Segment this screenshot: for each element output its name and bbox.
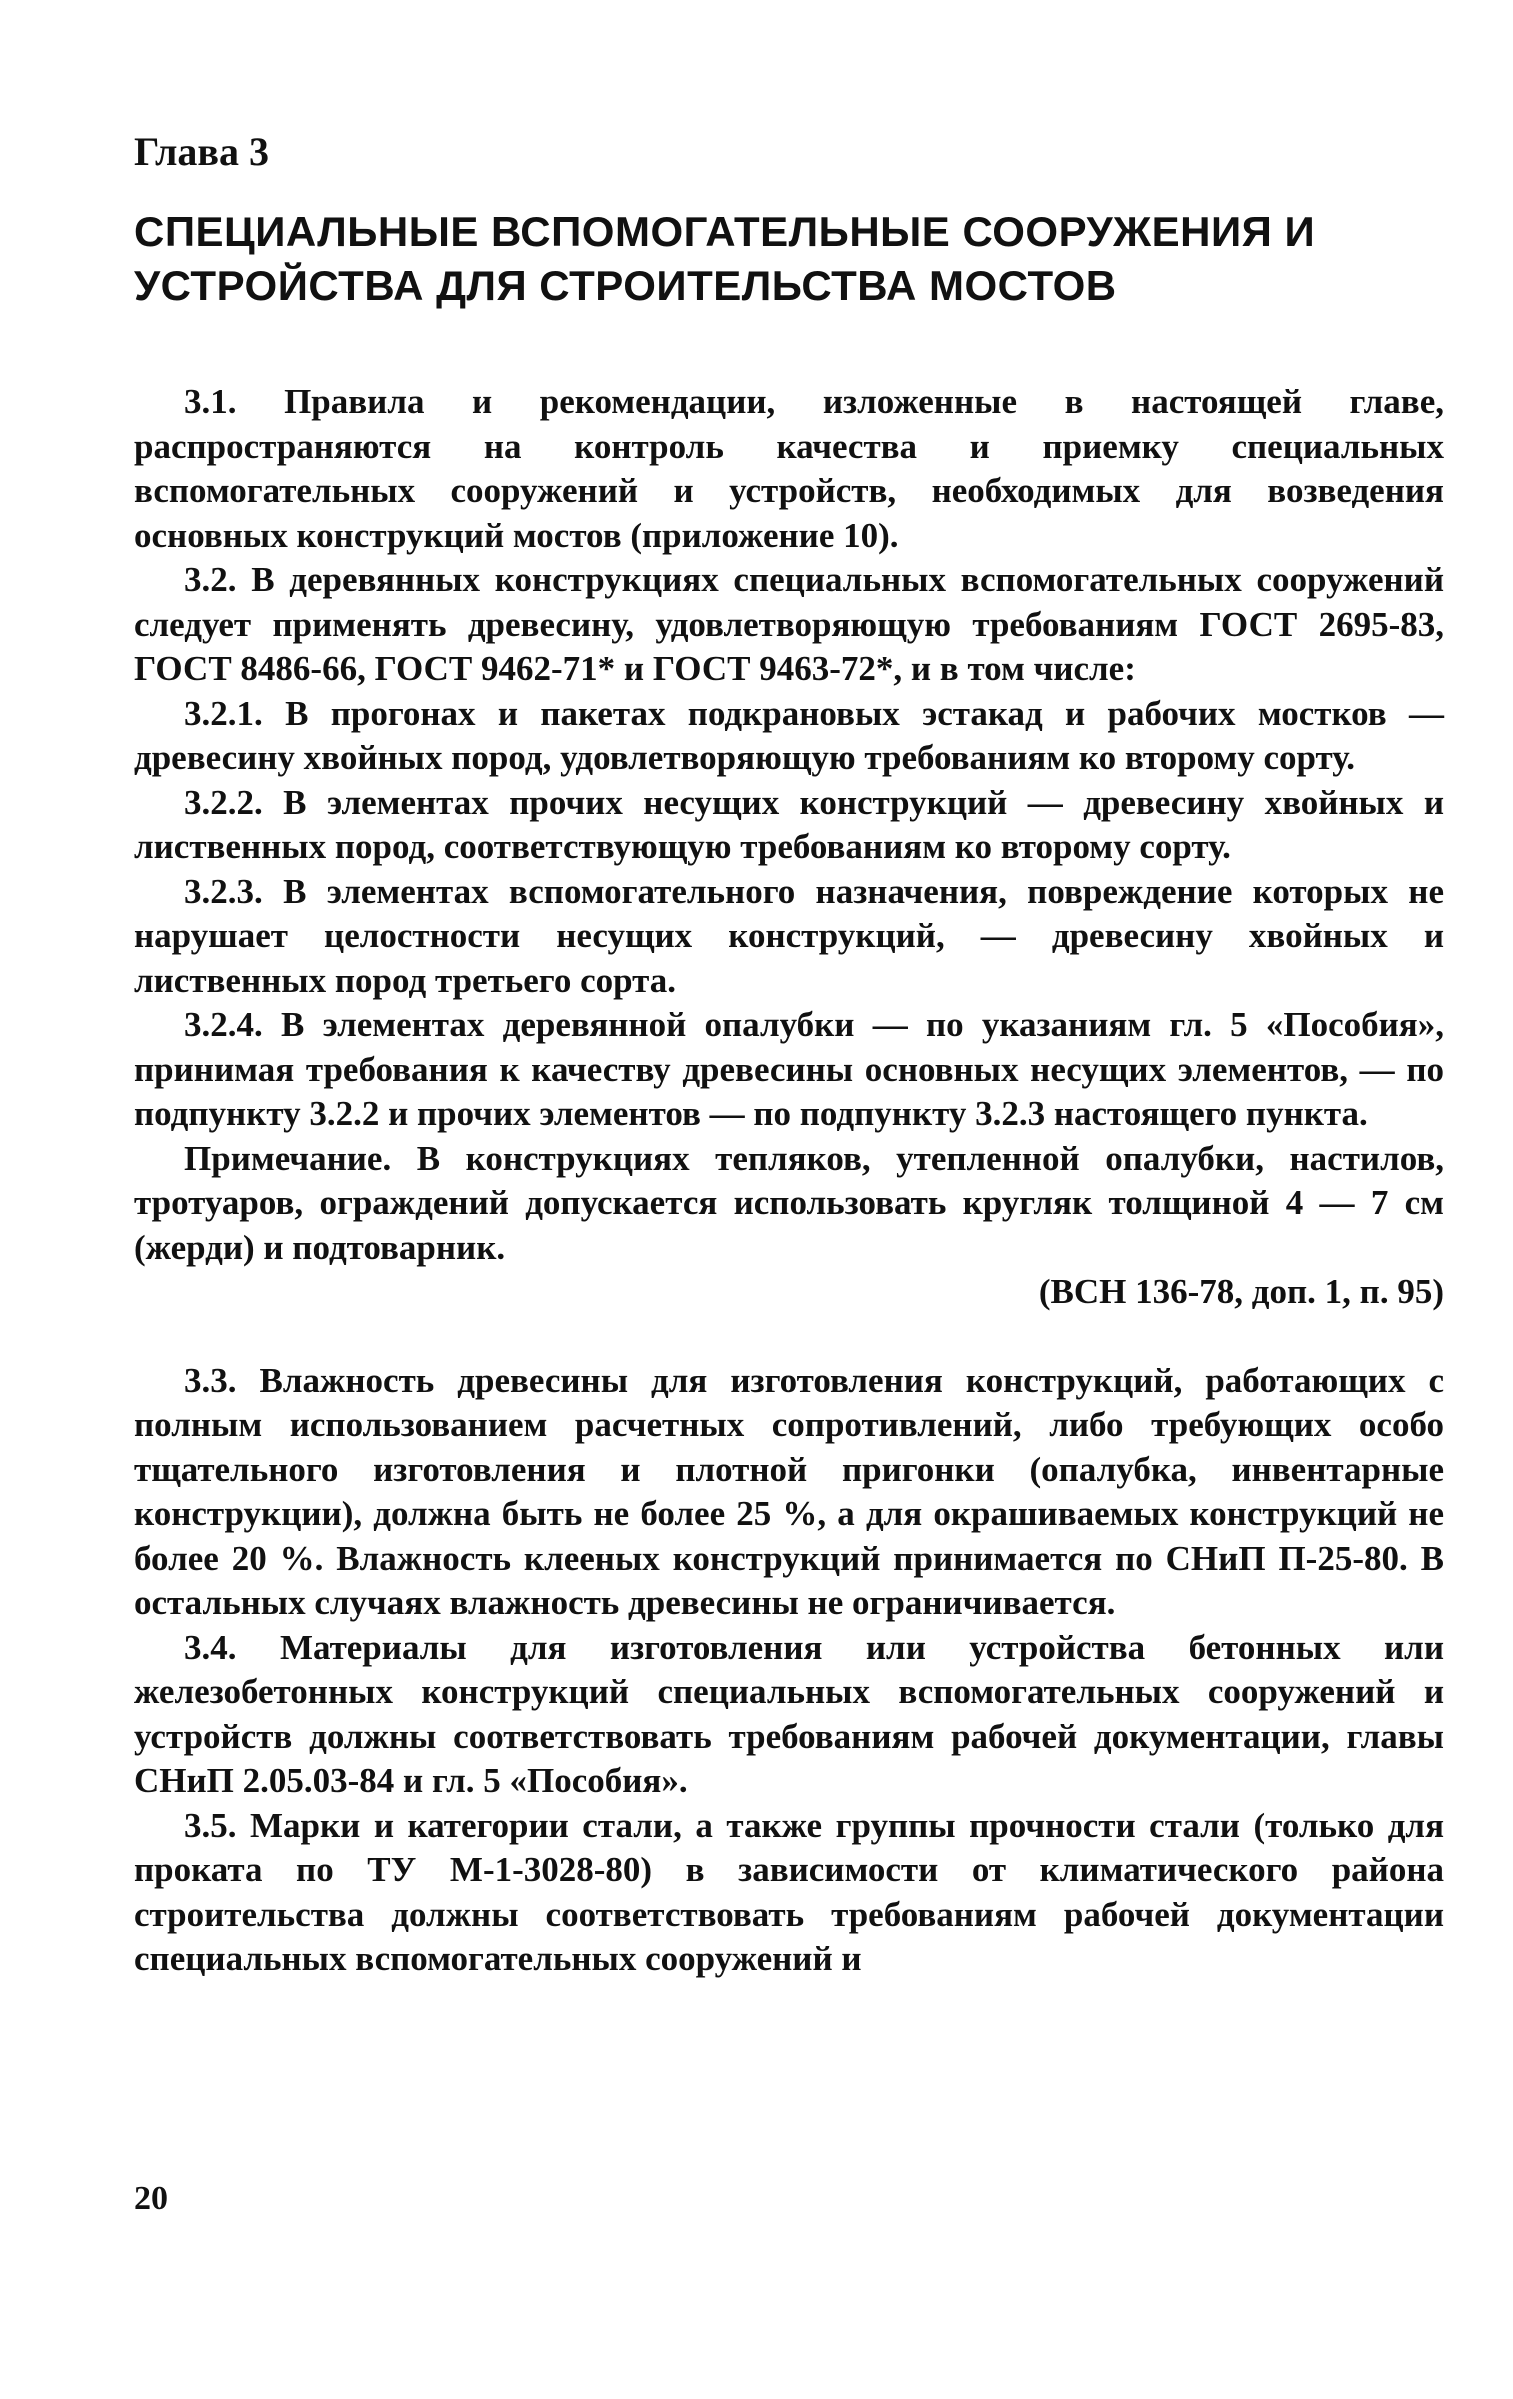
paragraph-3-1: 3.1. Правила и рекомендации, изложенные в настоящей главе, распространяются на контроль качества и приемку специальных вспомогательных сооружений и устройств, необходимых для возведения основных конструкций мостов (приложение 10). <box>134 382 1444 555</box>
paragraph-3-4: 3.4. Материалы для изготовления или устройства бетонных или железобетонных конструкций специальных вспомогательных сооружений и устройств должны соответствовать требованиям рабочей документации, главы СНиП 2.05.03-84 и гл. 5 «Пособия». <box>134 1627 1444 1800</box>
paragraph-3-2-1: 3.2.1. В прогонах и пакетах подкрановых эстакад и рабочих мостков — древесину хвойных пород, удовлетворяющую требованиям ко второму сорту. <box>134 693 1444 777</box>
note-paragraph: Примечание. В конструкциях тепляков, утепленной опалубки, настилов, тротуаров, ограждений допускается использовать кругляк толщиной 4 — 7 см (жерди) и подтоварник. <box>134 1138 1444 1267</box>
paragraph-3-2: 3.2. В деревянных конструкциях специальных вспомогательных сооружений следует применять древесину, удовлетворяющую требованиям ГОСТ 2695-83, ГОСТ 8486-66, ГОСТ 9462-71* и ГОСТ 9463-72*, и в том числе: <box>134 560 1444 688</box>
chapter-label: Глава 3 <box>134 129 269 174</box>
page-number: 20 <box>134 2180 168 2217</box>
chapter-title: СПЕЦИАЛЬНЫЕ ВСПОМОГАТЕЛЬНЫЕ СООРУЖЕНИЯ И УСТРОЙСТВА ДЛЯ СТРОИТЕЛЬСТВА МОСТОВ <box>134 208 1316 309</box>
paragraph-3-3: 3.3. Влажность древесины для изготовления конструкций, работающих с полным использованием расчетных сопротивлений, либо требующих особо тщательного изготовления и плотной пригонки (опалубка, инвентарные конструкции), должна быть не более 25 %, а для окрашиваемых конструкций не более 20 %. Влажность клееных конструкций принимается по СНиП П-25-80. В остальных случаях влажность древесины не ограничивается. <box>134 1360 1444 1622</box>
source-reference: (ВСН 136-78, доп. 1, п. 95) <box>1038 1272 1444 1311</box>
paragraph-3-5: 3.5. Марки и категории стали, а также группы прочности стали (только для проката по ТУ М-1-3028-80) в зависимости от климатического района строительства должны соответствовать требованиям рабочей документации специальных вспомогательных сооружений и <box>134 1805 1444 1978</box>
paragraph-3-2-4: 3.2.4. В элементах деревянной опалубки — по указаниям гл. 5 «Пособия», принимая требования к качеству древесины основных несущих элементов, — по подпункту 3.2.2 и прочих элементов — по подпункту 3.2.3 настоящего пункта. <box>134 1005 1444 1133</box>
paragraph-3-2-3: 3.2.3. В элементах вспомогательного назначения, повреждение которых не нарушает целостности несущих конструкций, — древесину хвойных и лиственных пород третьего сорта. <box>134 871 1444 1000</box>
paragraph-3-2-2: 3.2.2. В элементах прочих несущих конструкций — древесину хвойных и лиственных пород, соответствующую требованиям ко второму сорту. <box>134 782 1444 866</box>
body-text <box>134 380 1444 1982</box>
